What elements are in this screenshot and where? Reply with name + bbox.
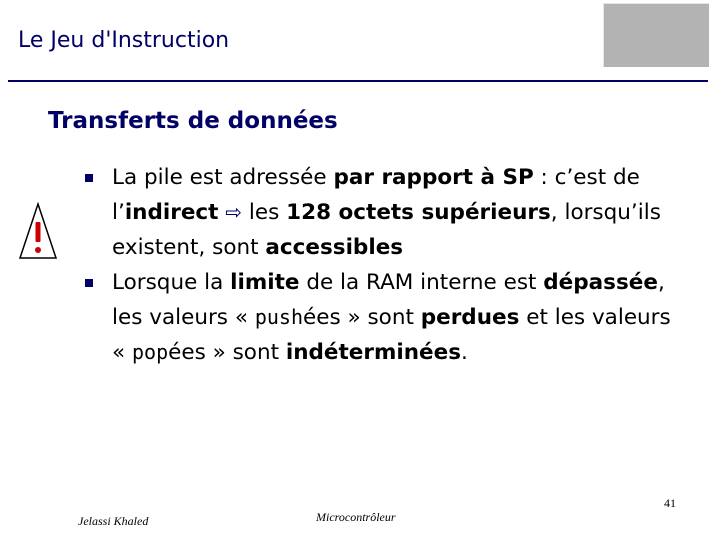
bullet-item-2 <box>88 265 688 370</box>
section-title: Transferts de données <box>48 108 338 134</box>
bullet1-text-3: les <box>242 200 287 225</box>
footer-author: Jelassi Khaled <box>78 514 149 528</box>
page-number: 41 <box>664 496 676 510</box>
bullet2-text-2: de la RAM interne est <box>299 270 544 295</box>
bullet1-text-1: La pile est adressée <box>112 165 334 190</box>
bullet1-bold-4: accessibles <box>265 235 404 260</box>
warning-icon <box>18 202 58 262</box>
right-arrow-icon: ⇨ <box>225 200 243 224</box>
bullet1-text-2: : c’est de l’ <box>112 165 640 225</box>
square-bullet-icon <box>85 279 93 287</box>
bullet2-text-4: ées » sont <box>303 305 421 330</box>
bullet2-text-6: ées » sont <box>168 340 286 365</box>
corner-decoration-edge <box>603 3 709 67</box>
bullet-list <box>88 160 688 370</box>
bullet1-bold-2: indirect <box>124 200 219 225</box>
slide-title: Le Jeu d'Instruction <box>18 28 230 53</box>
bullet2-text-1: Lorsque la <box>112 270 231 295</box>
square-bullet-icon <box>85 174 93 182</box>
bullet2-bold-2: dépassée <box>543 270 658 295</box>
title-divider <box>8 80 708 82</box>
bullet2-bold-4: indéterminées <box>285 340 462 365</box>
bullet2-bold-3: perdues <box>420 305 520 330</box>
bullet1-text-4: , lorsqu’ils existent, sont <box>112 200 661 260</box>
footer-course: Microcontrôleur <box>316 510 396 524</box>
bullet-item-1 <box>88 160 688 265</box>
bullet2-text-7: . <box>461 340 468 365</box>
bullet1-bold-1: par rapport à SP <box>333 165 534 190</box>
bullet2-text-3: , les valeurs « <box>112 270 665 330</box>
bullet2-bold-1: limite <box>230 270 300 295</box>
bullet1-bold-3: 128 octets supérieurs <box>286 200 551 225</box>
bullet2-text-5: et les valeurs « <box>112 305 671 365</box>
bullet2-code-push: push <box>254 305 303 329</box>
bullet2-code-pop: pop <box>132 340 169 364</box>
